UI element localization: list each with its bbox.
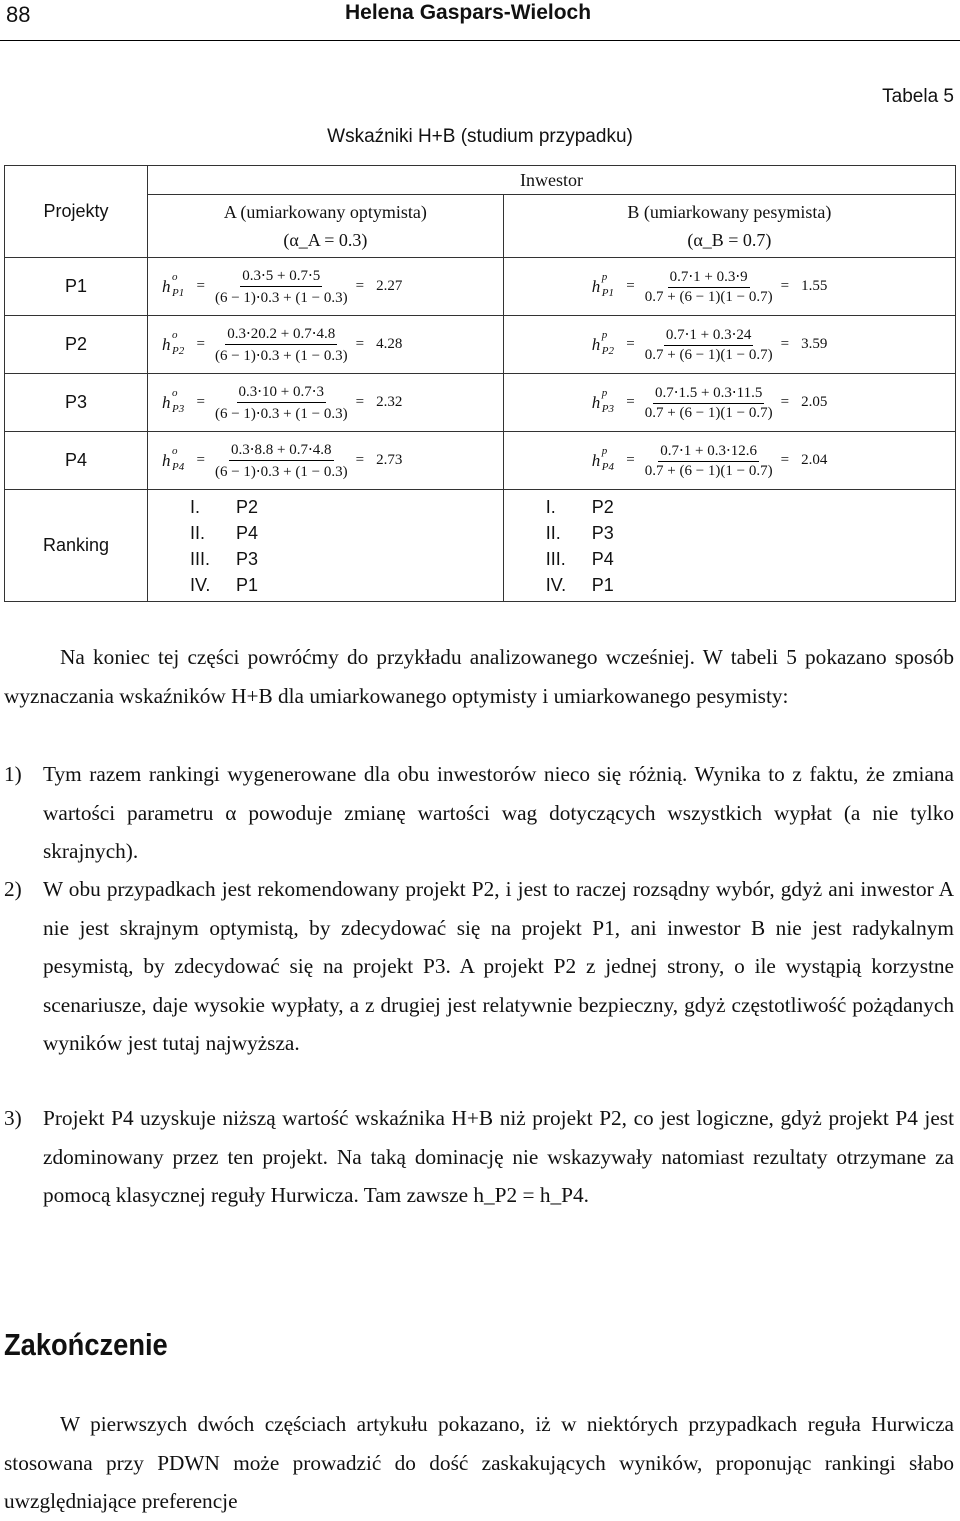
ranking-item	[190, 546, 503, 572]
equals-sign: =	[626, 278, 635, 294]
project-name: P3	[5, 374, 148, 432]
fraction-denominator: 0.7 + (6 − 1)(1 − 0.7)	[644, 463, 773, 479]
running-author: Helena Gaspars-Wieloch	[345, 1, 592, 24]
list-item	[4, 870, 954, 1063]
cell-investor-a	[148, 432, 504, 490]
equals-sign: =	[780, 452, 790, 468]
equals-sign: =	[626, 452, 635, 468]
h-symbol: h o P1	[162, 270, 185, 299]
table-caption: Wskaźniki H+B (studium przypadku)	[327, 126, 633, 147]
fraction-numerator: 0.7⋅1.5 + 0.3⋅11.5	[653, 383, 764, 404]
equals-sign: =	[626, 336, 635, 352]
equals-sign: =	[626, 394, 635, 410]
h-superscript: o	[172, 328, 178, 341]
ranking-position: II.	[545, 522, 561, 543]
ranking-project: P1	[236, 574, 259, 595]
header-investor: Inwestor	[148, 166, 956, 195]
h-symbol: h p P2	[591, 328, 614, 357]
cell-investor-a	[148, 374, 504, 432]
intro-paragraph: Na koniec tej części powróćmy do przykładu analizowanego wcześniej. W tabeli 5 pokazano sposób wyznaczania wskaźników H+B dla umiarkowanego optymisty i umiarkowanego pesymisty:	[4, 645, 954, 708]
fraction	[213, 440, 350, 481]
project-row	[5, 316, 956, 374]
ranking-list-a	[148, 494, 503, 598]
indicators-table	[4, 165, 956, 602]
fraction	[213, 266, 350, 307]
fraction	[213, 324, 350, 365]
ranking-position: I.	[190, 496, 201, 517]
equals-sign: =	[355, 278, 365, 294]
ranking-item	[546, 546, 955, 572]
fraction-numerator: 0.7⋅1 + 0.3⋅12.6	[658, 441, 759, 462]
h-subscript: P1	[172, 286, 185, 299]
h-symbol: h o P4	[162, 444, 185, 473]
ranking-item	[190, 494, 503, 520]
equals-sign: =	[780, 336, 790, 352]
formula-result: 3.59	[801, 336, 828, 352]
ranking-position: IV.	[190, 574, 211, 595]
fraction-numerator: 0.3⋅20.2 + 0.7⋅4.8	[225, 324, 337, 345]
h-superscript: o	[172, 270, 178, 283]
ranking-position: II.	[190, 522, 206, 543]
project-row	[5, 258, 956, 316]
list-item-text: Projekt P4 uzyskuje niższą wartość wskaźnika H+B niż projekt P2, co jest logiczne, gdyż projekt P4 jest zdominowany przez ten projekt. Na taką dominację nie wskazywały natomiast rezultaty otrzymane za pomocą klasycznej reguły Hurwicza. Tam zawsze h_P2 = h_P4.	[43, 1106, 954, 1208]
fraction-numerator: 0.7⋅1 + 0.3⋅9	[668, 267, 750, 288]
fraction	[213, 382, 350, 423]
fraction-numerator: 0.3⋅10 + 0.7⋅3	[237, 382, 327, 403]
running-header	[0, 0, 960, 41]
equals-sign: =	[355, 394, 365, 410]
equals-sign: =	[196, 452, 205, 468]
formula	[148, 324, 503, 365]
ranking-cell-a	[148, 490, 504, 602]
h-superscript: o	[172, 386, 178, 399]
formula	[148, 440, 503, 481]
equals-sign: =	[196, 394, 205, 410]
fraction	[643, 383, 775, 422]
cell-investor-a	[148, 316, 504, 374]
fraction-denominator: (6 − 1)⋅0.3 + (1 − 0.3)	[214, 406, 348, 422]
list-item-number: 1)	[4, 762, 22, 786]
fraction	[643, 267, 775, 306]
h-superscript: p	[601, 386, 608, 399]
section-title: Zakończenie	[4, 1327, 168, 1362]
list-item-text: W obu przypadkach jest rekomendowany projekt P2, i jest to raczej rozsądny wybór, gdyż ani inwestor A nie jest skrajnym optymistą, by zdecydować się na projekt P1, ani inwestor B nie jest radykalnym pesymistą, by zdecydować się na projekt P3. A projekt P2 z jednej strony, o ile wystąpią korzystne scenariusze, daje wysokie wypłaty, a z drugiej jest relatywnie bezpieczny, gdyż częstotliwość pożądanych wyników jest tutaj najwyższa.	[43, 877, 954, 1056]
formula-result: 1.55	[801, 278, 828, 294]
formula-result: 2.04	[801, 452, 828, 468]
formula-result: 2.05	[801, 394, 828, 410]
fraction-numerator: 0.3⋅8.8 + 0.7⋅4.8	[229, 440, 334, 461]
ranking-position: III.	[545, 548, 566, 569]
ranking-label: Ranking	[5, 490, 148, 602]
formula-result: 2.32	[376, 394, 403, 410]
h-symbol: h o P2	[162, 328, 185, 357]
header-projects: Projekty	[5, 166, 148, 258]
fraction-denominator: 0.7 + (6 − 1)(1 − 0.7)	[644, 289, 773, 305]
formula-result: 2.73	[376, 452, 403, 468]
ranking-item	[546, 572, 955, 598]
list-item	[4, 1099, 954, 1215]
cell-investor-b	[503, 316, 955, 374]
h-subscript: P2	[172, 344, 185, 357]
investor-b-alpha: (α_B = 0.7)	[687, 230, 772, 250]
ranking-position: I.	[545, 496, 556, 517]
fraction-numerator: 0.3⋅5 + 0.7⋅5	[240, 266, 322, 287]
project-name: P2	[5, 316, 148, 374]
h-symbol: h p P3	[591, 386, 614, 415]
header-investor-b	[503, 195, 955, 258]
conclusion-paragraph: W pierwszych dwóch częściach artykułu pokazano, iż w niektórych przypadkach reguła Hurwicza stosowana przy PDWN może prowadzić do dość zaskakujących wyników, proponując rankingi słabo uwzględniające preferencje	[4, 1412, 954, 1514]
ranking-project: P4	[591, 548, 614, 569]
ranking-item	[546, 494, 955, 520]
fraction	[643, 325, 775, 364]
ranking-project: P3	[591, 522, 614, 543]
project-name: P4	[5, 432, 148, 490]
project-row	[5, 432, 956, 490]
h-subscript: P1	[601, 286, 614, 299]
page-number: 88	[6, 2, 31, 27]
h-subscript: P4	[601, 460, 614, 473]
fraction-denominator: 0.7 + (6 − 1)(1 − 0.7)	[644, 405, 773, 421]
equals-sign: =	[196, 278, 205, 294]
h-superscript: p	[601, 328, 608, 341]
list-item-text: Tym razem rankingi wygenerowane dla obu inwestorów nieco się różnią. Wynika to z faktu, że zmiana wartości parametru α powoduje zmianę wartości wag dotyczących wszystkich wypłat (a nie tylko skrajnych).	[43, 762, 954, 864]
formula	[148, 382, 503, 423]
ranking-project: P1	[591, 574, 614, 595]
ranking-item	[190, 572, 503, 598]
project-row	[5, 374, 956, 432]
formula	[148, 266, 503, 307]
formula	[504, 267, 955, 306]
cell-investor-b	[503, 374, 955, 432]
ranking-project: P2	[591, 496, 614, 517]
header-investor-a	[148, 195, 504, 258]
fraction-denominator: (6 − 1)⋅0.3 + (1 − 0.3)	[214, 290, 348, 306]
cell-investor-b	[503, 432, 955, 490]
formula	[504, 383, 955, 422]
h-symbol: h o P3	[162, 386, 185, 415]
project-name: P1	[5, 258, 148, 316]
list-item-number: 2)	[4, 877, 22, 901]
ranking-row	[5, 490, 956, 602]
cell-investor-a	[148, 258, 504, 316]
investor-b-title: B (umiarkowany pesymista)	[627, 202, 832, 222]
ranking-item	[546, 520, 955, 546]
equals-sign: =	[196, 336, 205, 352]
equals-sign: =	[780, 278, 790, 294]
equals-sign: =	[355, 452, 365, 468]
ranking-cell-b	[503, 490, 955, 602]
equals-sign: =	[780, 394, 790, 410]
ranking-position: IV.	[545, 574, 567, 595]
cell-investor-b	[503, 258, 955, 316]
h-subscript: P4	[172, 460, 185, 473]
ranking-project: P3	[236, 548, 259, 569]
fraction-denominator: 0.7 + (6 − 1)(1 − 0.7)	[644, 347, 773, 363]
ranking-project: P2	[236, 496, 259, 517]
table-label: Tabela 5	[882, 86, 954, 107]
h-symbol: h p P4	[591, 444, 614, 473]
ranking-position: III.	[190, 548, 211, 569]
formula	[504, 441, 955, 480]
h-subscript: P3	[601, 402, 614, 415]
ranking-item	[190, 520, 503, 546]
h-superscript: p	[601, 270, 608, 283]
investor-a-alpha: (α_A = 0.3)	[283, 230, 368, 250]
fraction-denominator: (6 − 1)⋅0.3 + (1 − 0.3)	[214, 348, 348, 364]
h-superscript: o	[172, 444, 178, 457]
investor-a-title: A (umiarkowany optymista)	[223, 202, 427, 222]
formula-result: 2.27	[376, 278, 403, 294]
h-symbol: h p P1	[591, 270, 614, 299]
fraction-numerator: 0.7⋅1 + 0.3⋅24	[664, 325, 754, 346]
fraction	[643, 441, 775, 480]
formula	[504, 325, 955, 364]
ranking-project: P4	[236, 522, 259, 543]
equals-sign: =	[355, 336, 365, 352]
h-subscript: P2	[601, 344, 614, 357]
formula-result: 4.28	[376, 336, 403, 352]
fraction-denominator: (6 − 1)⋅0.3 + (1 − 0.3)	[214, 464, 348, 480]
list-item-number: 3)	[4, 1106, 22, 1130]
h-superscript: p	[601, 444, 608, 457]
list-item	[4, 755, 954, 871]
h-subscript: P3	[172, 402, 185, 415]
ranking-list-b	[504, 494, 955, 598]
